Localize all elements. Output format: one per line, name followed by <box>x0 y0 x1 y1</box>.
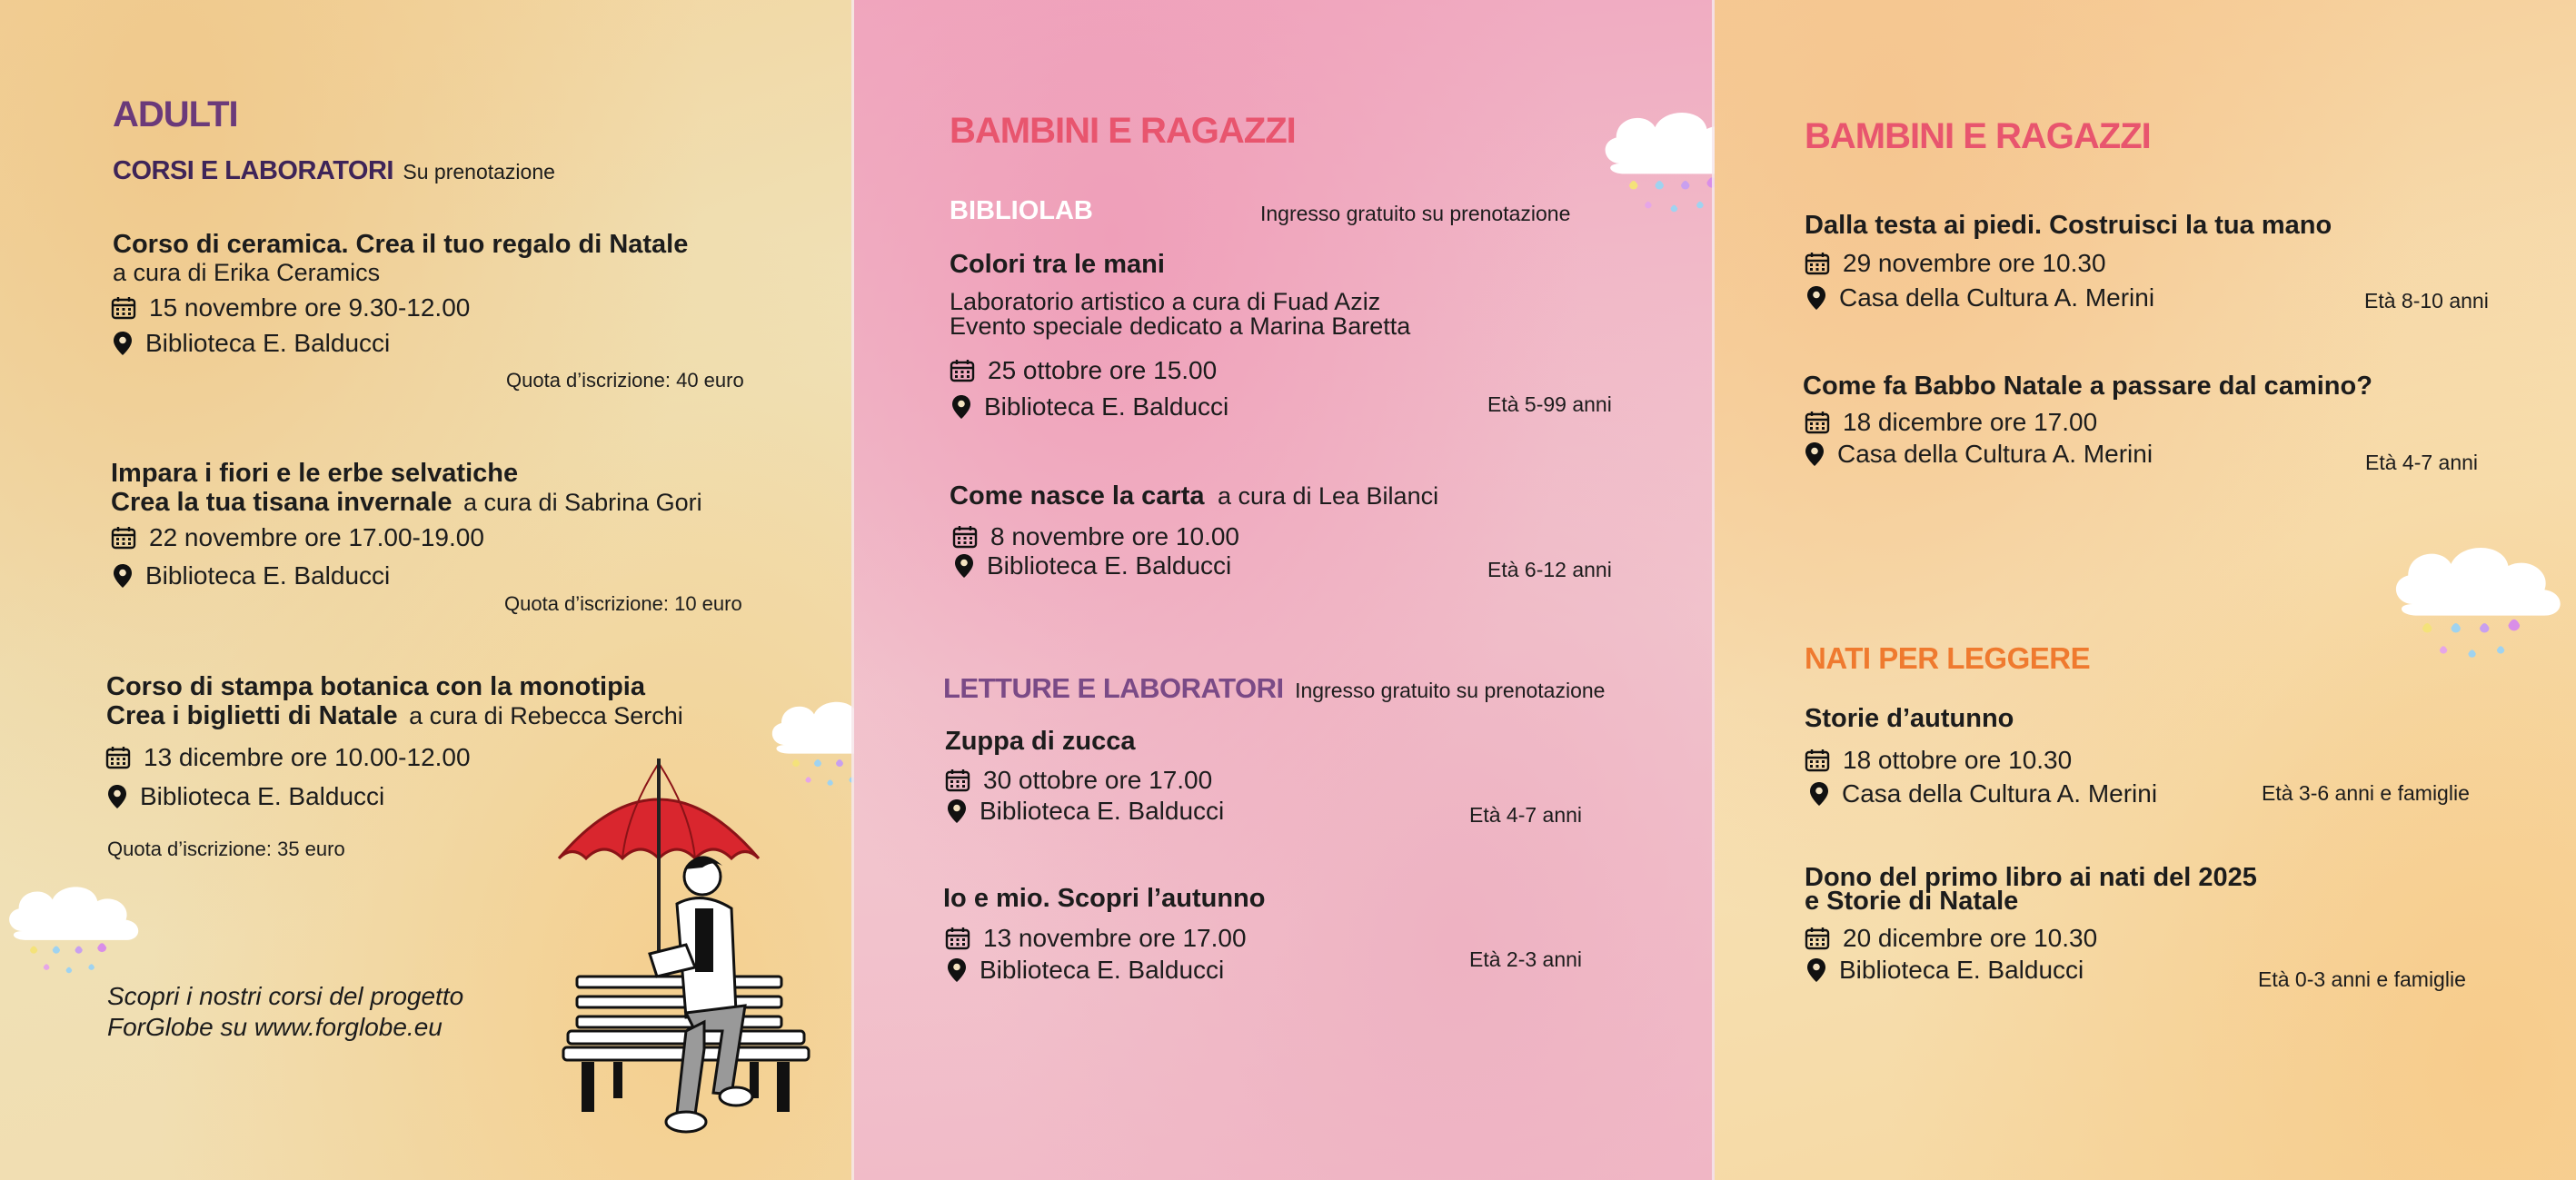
event-place: Biblioteca E. Balducci <box>1839 956 2084 984</box>
event-title: Come nasce la carta <box>950 481 1205 511</box>
location-pin-icon <box>954 553 974 579</box>
calendar-icon <box>1805 252 1830 275</box>
event-date-row <box>945 766 1212 795</box>
event-title: Dono del primo libro ai nati del 2025 <box>1805 863 2257 892</box>
event-date: 22 novembre ore 17.00-19.00 <box>149 523 484 551</box>
subheading-note: Su prenotazione <box>403 160 555 183</box>
letture-note: Ingresso gratuito su prenotazione <box>1295 679 1606 702</box>
event-title: Io e mio. Scopri l’autunno <box>943 884 1266 913</box>
event-date-row <box>1805 249 2106 278</box>
event-age: Età 2-3 anni <box>1469 947 1583 971</box>
event-place-row <box>113 561 390 590</box>
location-pin-icon <box>1806 285 1826 311</box>
calendar-icon <box>945 768 970 792</box>
panel-adulti <box>0 0 854 1180</box>
event-place-row <box>1809 779 2157 808</box>
event-date: 25 ottobre ore 15.00 <box>988 356 1218 384</box>
event-date: 30 ottobre ore 17.00 <box>983 766 1213 794</box>
event-date-row <box>105 743 471 772</box>
event-place: Casa della Cultura A. Merini <box>1842 779 2158 808</box>
event-date-row <box>111 523 484 552</box>
section-heading-bambini: BAMBINI E RAGAZZI <box>1805 116 2151 156</box>
event-title-row <box>950 481 1438 511</box>
calendar-icon <box>1805 927 1830 950</box>
event-desc: Laboratorio artistico a cura di Fuad Aziz <box>950 288 1381 315</box>
calendar-icon <box>105 746 131 769</box>
calendar-icon <box>952 525 978 549</box>
event-place-row <box>947 797 1224 826</box>
event-curator: a cura di Sabrina Gori <box>463 489 702 516</box>
event-place: Biblioteca E. Balducci <box>145 329 391 357</box>
letture-heading-row <box>943 672 1605 705</box>
event-place-row <box>954 551 1231 580</box>
location-pin-icon <box>1806 957 1826 983</box>
location-pin-icon <box>107 784 127 809</box>
event-title: Colori tra le mani <box>950 250 1165 279</box>
event-title-2: Crea la tua tisana invernale <box>111 488 453 517</box>
event-date: 20 dicembre ore 10.30 <box>1843 924 2098 952</box>
event-place: Biblioteca E. Balducci <box>140 782 385 810</box>
event-place: Biblioteca E. Balducci <box>980 956 1225 984</box>
event-title: Corso di ceramica. Crea il tuo regalo di Natale <box>113 230 689 259</box>
event-title-2: e Storie di Natale <box>1805 887 2019 916</box>
footer-note-line2: ForGlobe su www.forglobe.eu <box>107 1013 443 1041</box>
event-title-2: Crea i biglietti di Natale <box>106 701 398 730</box>
panel-bambini-2 <box>1715 0 2576 1180</box>
location-pin-icon <box>947 798 967 824</box>
calendar-icon <box>111 526 136 550</box>
event-fee: Quota d’iscrizione: 10 euro <box>504 592 742 615</box>
event-date: 18 dicembre ore 17.00 <box>1843 408 2098 436</box>
event-place-row <box>113 329 390 358</box>
event-title: Storie d’autunno <box>1805 704 2014 733</box>
calendar-icon <box>111 296 136 320</box>
event-age: Età 8-10 anni <box>2364 289 2489 312</box>
event-place-row <box>1805 440 2153 469</box>
event-title-line2 <box>111 488 702 518</box>
event-title: Dalla testa ai piedi. Costruisci la tua mano <box>1805 211 2332 240</box>
footer-note-line1: Scopri i nostri corsi del progetto <box>107 982 464 1010</box>
event-age: Età 4-7 anni <box>1469 803 1583 827</box>
location-pin-icon <box>113 331 133 356</box>
reader <box>650 856 752 1132</box>
cloud-icon <box>2384 518 2575 690</box>
event-title-line2 <box>106 701 683 731</box>
event-date: 29 novembre ore 10.30 <box>1843 249 2106 277</box>
event-date-row <box>1805 746 2072 775</box>
subheading-corsi-label: CORSI E LABORATORI <box>113 156 393 185</box>
event-place-row <box>1806 956 2084 985</box>
event-date-row <box>1805 408 2097 437</box>
section-heading-bambini: BAMBINI E RAGAZZI <box>950 111 1296 151</box>
cloud-icon <box>1595 86 1715 241</box>
event-place: Biblioteca E. Balducci <box>145 561 391 590</box>
panel-bambini-1 <box>854 0 1715 1180</box>
subheading-corsi <box>113 156 555 186</box>
event-curator: a cura di Rebecca Serchi <box>409 702 683 729</box>
cloud-icon <box>0 877 150 986</box>
event-place-row <box>107 782 384 811</box>
event-age: Età 3-6 anni e famiglie <box>2262 781 2470 805</box>
location-pin-icon <box>951 394 971 420</box>
location-pin-icon <box>1805 441 1825 467</box>
event-date-row <box>945 924 1247 953</box>
calendar-icon <box>1805 749 1830 772</box>
event-place: Biblioteca E. Balducci <box>980 797 1225 825</box>
event-date-row <box>950 356 1217 385</box>
event-title: Come fa Babbo Natale a passare dal camino? <box>1803 372 2372 401</box>
event-place: Biblioteca E. Balducci <box>987 551 1232 580</box>
event-place: Biblioteca E. Balducci <box>984 392 1229 421</box>
event-curator: a cura di Erika Ceramics <box>113 259 381 286</box>
event-age: Età 4-7 anni <box>2365 451 2479 474</box>
event-date: 13 novembre ore 17.00 <box>983 924 1247 952</box>
event-place-row <box>1806 283 2154 312</box>
nati-heading: NATI PER LEGGERE <box>1805 641 2091 675</box>
event-date: 15 novembre ore 9.30-12.00 <box>149 293 471 322</box>
event-age: Età 6-12 anni <box>1487 558 1612 581</box>
location-pin-icon <box>1809 781 1829 807</box>
event-place-row <box>947 956 1224 985</box>
calendar-icon <box>950 359 975 382</box>
section-heading-adulti: ADULTI <box>113 94 238 134</box>
calendar-icon <box>1805 411 1830 434</box>
event-place-row <box>951 392 1228 421</box>
event-date: 13 dicembre ore 10.00-12.00 <box>144 743 471 771</box>
event-date-row <box>1805 924 2097 953</box>
event-title: Corso di stampa botanica con la monotipia <box>106 672 645 701</box>
event-title: Zuppa di zucca <box>945 727 1136 756</box>
event-age: Età 0-3 anni e famiglie <box>2258 967 2466 991</box>
event-desc: Evento speciale dedicato a Marina Baretta <box>950 312 1411 340</box>
location-pin-icon <box>113 563 133 589</box>
letture-heading: LETTURE E LABORATORI <box>943 672 1284 704</box>
event-place: Casa della Cultura A. Merini <box>1839 283 2155 312</box>
event-fee: Quota d’iscrizione: 35 euro <box>107 838 345 860</box>
location-pin-icon <box>947 957 967 983</box>
event-date-row <box>111 293 470 322</box>
event-age: Età 5-99 anni <box>1487 392 1612 416</box>
event-date: 8 novembre ore 10.00 <box>990 522 1239 550</box>
event-place: Casa della Cultura A. Merini <box>1837 440 2153 468</box>
umbrella-reader-illustration <box>550 759 836 1145</box>
bibliolab-heading: BIBLIOLAB <box>950 196 1093 225</box>
event-date: 18 ottobre ore 10.30 <box>1843 746 2073 774</box>
calendar-icon <box>945 927 970 950</box>
event-curator: a cura di Lea Bilanci <box>1217 482 1439 510</box>
event-date-row <box>952 522 1239 551</box>
event-title: Impara i fiori e le erbe selvatiche <box>111 459 519 488</box>
bibliolab-note: Ingresso gratuito su prenotazione <box>1260 202 1571 225</box>
event-fee: Quota d’iscrizione: 40 euro <box>506 369 744 392</box>
